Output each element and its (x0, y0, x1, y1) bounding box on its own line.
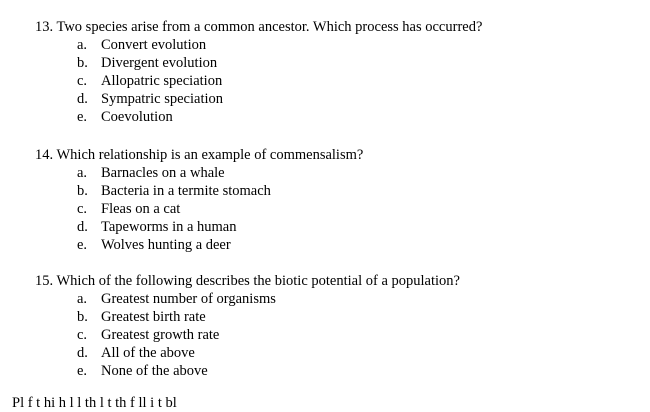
option-text: Sympatric speciation (101, 91, 224, 107)
option-text: None of the above (101, 363, 208, 379)
answer-options (35, 290, 635, 380)
option-c (35, 326, 635, 344)
option-e (35, 236, 635, 254)
option-text: Greatest birth rate (101, 309, 206, 325)
option-text: Fleas on a cat (101, 201, 181, 217)
option-d (35, 90, 635, 108)
option-letter: c. (77, 327, 88, 343)
option-text: Barnacles on a whale (101, 165, 225, 181)
option-a (35, 164, 635, 182)
option-letter: b. (77, 55, 88, 71)
question-stem: 15. Which of the following describes the biotic potential of a population? (35, 273, 460, 289)
option-letter: e. (77, 363, 88, 379)
option-e (35, 108, 635, 126)
option-letter: b. (77, 309, 88, 325)
question-13 (35, 18, 635, 126)
question-14 (35, 146, 635, 254)
question-15 (35, 272, 635, 380)
option-e (35, 362, 635, 380)
option-letter: a. (77, 291, 88, 307)
option-letter: e. (77, 237, 88, 253)
option-d (35, 218, 635, 236)
option-letter: c. (77, 73, 88, 89)
option-letter: d. (77, 91, 88, 107)
option-c (35, 200, 635, 218)
answer-options (35, 164, 635, 254)
option-a (35, 290, 635, 308)
answer-options (35, 36, 635, 126)
option-letter: a. (77, 165, 88, 181)
option-letter: d. (77, 345, 88, 361)
option-text: Tapeworms in a human (101, 219, 237, 235)
question-stem: 13. Two species arise from a common ancestor. Which process has occurred? (35, 19, 483, 35)
cutoff-text: Pl f t hi h l l th l t th f ll i t bl (12, 395, 177, 411)
option-text: Convert evolution (101, 37, 207, 53)
option-letter: b. (77, 183, 88, 199)
option-c (35, 72, 635, 90)
option-d (35, 344, 635, 362)
question-stem: 14. Which relationship is an example of commensalism? (35, 147, 364, 163)
option-text: Bacteria in a termite stomach (101, 183, 271, 199)
option-text: Allopatric speciation (101, 73, 223, 89)
option-text: Greatest number of organisms (101, 291, 276, 307)
option-letter: e. (77, 109, 88, 125)
option-b (35, 182, 635, 200)
option-text: Coevolution (101, 109, 173, 125)
option-text: Divergent evolution (101, 55, 218, 71)
option-letter: d. (77, 219, 88, 235)
option-b (35, 308, 635, 326)
option-text: Wolves hunting a deer (101, 237, 231, 253)
option-letter: c. (77, 201, 88, 217)
option-letter: a. (77, 37, 88, 53)
option-text: Greatest growth rate (101, 327, 220, 343)
cutoff-text-line (12, 394, 632, 411)
option-text: All of the above (101, 345, 195, 361)
option-a (35, 36, 635, 54)
option-b (35, 54, 635, 72)
